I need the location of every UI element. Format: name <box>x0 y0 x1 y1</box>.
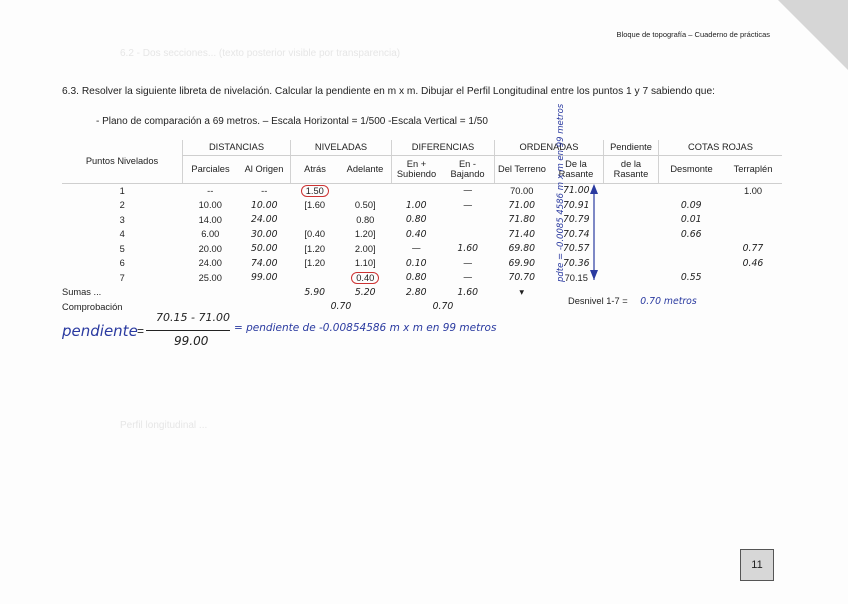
cell: 24.00 <box>198 258 222 269</box>
head-diferencias: DIFERENCIAS <box>392 140 495 155</box>
cell: -- <box>207 185 214 196</box>
cell: 25.00 <box>198 272 222 283</box>
head-distancias: DISTANCIAS <box>183 140 291 155</box>
cell: 70.57 <box>562 243 590 255</box>
cell: 0.70 <box>330 301 352 313</box>
page-number: 11 <box>740 549 774 581</box>
cell: 4 <box>119 229 125 240</box>
cell: [1.20 <box>304 258 326 269</box>
cell <box>392 183 442 198</box>
cell: Comprobación <box>62 301 123 312</box>
cell: 1.60 <box>457 286 479 298</box>
pendiente-vertical-note: pdte = -0.0085 4586 m x m en 99 metros <box>556 103 566 282</box>
desnivel-label: Desnivel 1-7 = <box>568 296 628 306</box>
formula-label: pendiente <box>62 322 138 340</box>
cell: 30.00 <box>250 228 278 240</box>
cell: 0.77 <box>742 243 764 255</box>
table-row <box>62 271 782 286</box>
cell: 71.00 <box>562 185 590 197</box>
cell: 0.70 <box>432 301 454 313</box>
cell: 71.00 <box>508 199 536 211</box>
cell: 0.09 <box>680 199 702 211</box>
cell-value: 1.20 <box>306 243 326 254</box>
head-niveladas: NIVELADAS <box>291 140 392 155</box>
cell: 1.00 <box>743 185 763 196</box>
cell-value: 0.40 <box>306 229 326 240</box>
cell: 2.80 <box>405 286 427 298</box>
cell: 70.15 <box>564 272 588 283</box>
cell: -- <box>261 185 268 196</box>
cell: 10.00 <box>198 200 222 211</box>
leveling-table <box>62 140 782 314</box>
cell: 14.00 <box>198 214 222 225</box>
cell: 6 <box>119 258 125 269</box>
cell: 0.55 <box>680 272 702 284</box>
table-row <box>62 213 782 228</box>
cell: 1.10] <box>354 258 376 269</box>
cell <box>339 271 392 286</box>
cell: 3 <box>119 214 125 225</box>
cell: [1.60 <box>304 200 326 211</box>
cell: 1 <box>119 185 125 196</box>
head-terraplen: Terraplén <box>724 155 782 183</box>
cell <box>291 183 340 198</box>
fraction-bar <box>146 330 230 331</box>
cell: 70.91 <box>562 199 590 211</box>
head-ordenadas: ORDENADAS <box>495 140 604 155</box>
table-row <box>62 227 782 242</box>
cell: ▾ <box>519 286 525 298</box>
head-del-terreno: Del Terreno <box>495 155 550 183</box>
cell <box>724 227 782 242</box>
cell: 50.00 <box>250 243 278 255</box>
cell: 0.40 <box>405 228 427 240</box>
cell: 70.79 <box>562 214 590 226</box>
page-corner-fold <box>778 0 848 70</box>
cell-value: 2.00 <box>354 243 373 254</box>
table-row <box>62 242 782 257</box>
cell: 0.80 <box>405 214 427 226</box>
exercise-statement: 6.3. Resolver la siguiente libreta de nivelación. Calcular la pendiente en m x m. Dibujar el Perfil Longitudinal entre los puntos 1 y 7 sabiendo que: <box>62 86 715 97</box>
data-conditions: - Plano de comparación a 69 metros. – Escala Horizontal = 1/500 -Escala Vertical = 1/50 <box>96 116 488 127</box>
desnivel <box>568 296 697 307</box>
cell-value: 1.10 <box>354 258 373 269</box>
cell: 1.60 <box>457 243 479 255</box>
col-puntos: Puntos Nivelados <box>62 140 183 183</box>
cell <box>659 242 725 257</box>
cell: 0.01 <box>680 214 702 226</box>
formula-result: = pendiente de -0.00854586 m x m en 99 metros <box>234 322 497 334</box>
circled-value: 1.50 <box>301 185 329 197</box>
page-header: Bloque de topografía – Cuaderno de prácticas <box>616 30 770 39</box>
table-row <box>62 183 782 198</box>
cell: 20.00 <box>198 243 222 254</box>
cell: 0.46 <box>742 257 764 269</box>
cell: 2.00] <box>354 243 376 254</box>
cell: — <box>463 185 473 197</box>
head-al-origen: Al Origen <box>238 155 291 183</box>
slope-arrow-icon <box>572 182 612 282</box>
cell <box>441 213 495 228</box>
cell: [1.20 <box>304 243 326 254</box>
head-cotas-rojas: COTAS ROJAS <box>659 140 783 155</box>
cell: 70.00 <box>510 185 534 196</box>
cell: 0.80 <box>405 272 427 284</box>
cell: 7 <box>119 272 125 283</box>
cell <box>724 271 782 286</box>
cell: 6.00 <box>201 229 220 240</box>
cell <box>724 198 782 213</box>
cell: 5.20 <box>354 286 376 298</box>
desnivel-value: 0.70 metros <box>640 296 697 307</box>
head-desmonte: Desmonte <box>659 155 725 183</box>
cell: 70.74 <box>562 228 590 240</box>
bleed-through-text: Perfil longitudinal ... <box>120 420 208 431</box>
cell-value: 1.20 <box>306 258 326 269</box>
cell: 69.80 <box>508 243 536 255</box>
cell <box>291 271 340 286</box>
formula-numerator: 70.15 - 71.00 <box>156 311 230 324</box>
head-subiendo: En + Subiendo <box>392 155 442 183</box>
cell-value: 1.20 <box>354 229 373 240</box>
formula-equals: = <box>137 324 145 338</box>
head-bajando: En - Bajando <box>441 155 495 183</box>
head-pendiente: Pendiente <box>604 140 659 155</box>
cell: 74.00 <box>250 257 278 269</box>
cell: — <box>411 243 421 255</box>
head-adelante: Adelante <box>339 155 392 183</box>
head-atras: Atrás <box>291 155 340 183</box>
head-parciales: Parciales <box>183 155 239 183</box>
cell: [0.40 <box>304 229 326 240</box>
cell: 0.10 <box>405 257 427 269</box>
circled-value: 0.40 <box>351 272 379 284</box>
cell: — <box>463 199 473 211</box>
head-de-la-rasante: De la Rasante <box>549 155 604 183</box>
cell: 99.00 <box>250 272 278 284</box>
cell <box>659 183 725 198</box>
cell: Sumas ... <box>62 287 102 298</box>
cell: 70.36 <box>562 257 590 269</box>
cell: 69.90 <box>508 257 536 269</box>
cell: 70.70 <box>508 272 536 284</box>
cell: 0.80 <box>356 214 375 225</box>
cell: 10.00 <box>250 199 278 211</box>
cell <box>724 213 782 228</box>
cell <box>339 183 392 198</box>
table-row <box>62 256 782 271</box>
cell: 71.40 <box>508 228 536 240</box>
cell <box>441 227 495 242</box>
table-row <box>62 198 782 213</box>
bleed-through-text: 6.2 - Dos secciones... (texto posterior visible por transparencia) <box>120 48 401 59</box>
cell-value: 1.60 <box>306 200 326 211</box>
cell: 5 <box>119 243 125 254</box>
cell: 24.00 <box>250 214 278 226</box>
cell: — <box>463 272 473 284</box>
cell: 5.90 <box>304 286 326 298</box>
cell: 1.20] <box>354 229 376 240</box>
cell-value: 0.50 <box>354 200 373 211</box>
cell: 2 <box>119 200 125 211</box>
cell: 0.50] <box>354 200 376 211</box>
cell: 1.00 <box>405 199 427 211</box>
cell: 0.66 <box>680 228 702 240</box>
cell: 71.80 <box>508 214 536 226</box>
head-pend-rasante: de la Rasante <box>604 155 659 183</box>
cell: — <box>463 257 473 269</box>
cell <box>659 256 725 271</box>
formula-denominator: 99.00 <box>174 334 209 348</box>
cell <box>291 213 340 228</box>
